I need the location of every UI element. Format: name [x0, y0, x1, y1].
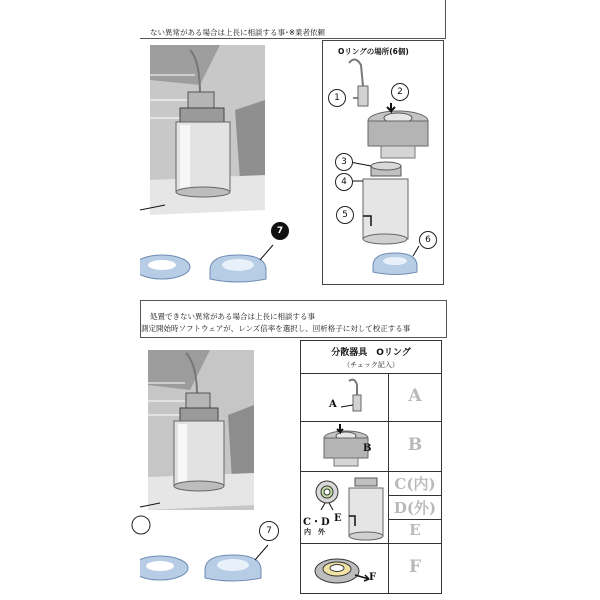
marker-2: 2 [391, 83, 409, 101]
row-f-check-cell[interactable] [389, 543, 441, 593]
table-title: 分散器具 Oリング [331, 348, 411, 358]
marker-3: 3 [335, 153, 353, 171]
marker-1: 1 [328, 89, 346, 107]
row-e-check: E [409, 521, 421, 539]
top-note: ない異常がある場合は上長に相談する事･※業者依頼 [150, 28, 326, 37]
row-d-check: D(外) [393, 499, 437, 517]
bottom-left-rings [140, 540, 275, 590]
bottom-device-photo [140, 345, 260, 525]
row-a-check: A [408, 386, 422, 406]
row-e-label: E [334, 513, 342, 524]
oring-panel [322, 40, 444, 285]
table-header [301, 341, 441, 374]
row-cd-label: C・D [303, 517, 330, 528]
sensor-icon [341, 377, 371, 417]
row-b-check: B [407, 435, 423, 455]
row-b-label: B [363, 443, 372, 454]
marker-6: 6 [419, 231, 437, 249]
marker-7-bottom: 7 [259, 521, 279, 541]
table-row-a [301, 373, 441, 422]
oring-check-table [300, 340, 442, 594]
table-subtitle: （チェック記入） [343, 361, 399, 369]
marker-4: 4 [335, 173, 353, 191]
bottom-note-2: 測定開始時ソフトウェアが、レンズ倍率を選択し、回析格子に対して校正する事 [141, 324, 411, 333]
table-row-f [301, 543, 441, 593]
row-f-check: F [408, 557, 422, 577]
table-row-cde [301, 471, 441, 544]
row-c-check: C(内) [394, 475, 436, 493]
table-row-b [301, 421, 441, 472]
row-f-label: F [369, 572, 377, 583]
bottom-note-1: 処置できない異常がある場合は上長に相談する事 [150, 312, 315, 321]
row-cd-sub-label: 内 外 [304, 528, 325, 536]
bottom-left-marker-circle [130, 514, 152, 536]
row-d-check-cell[interactable] [389, 495, 441, 520]
row-c-check-cell[interactable] [389, 471, 441, 496]
row-a-check-cell[interactable] [389, 373, 441, 421]
oring-panel-title: Oリングの場所(6個) [338, 47, 409, 56]
top-left-rings [140, 235, 285, 290]
row-a-label: A [329, 399, 337, 410]
row-b-check-cell[interactable] [389, 421, 441, 471]
ring-part-illustration [307, 549, 387, 589]
marker-7-top: 7 [271, 222, 289, 240]
marker-5: 5 [336, 206, 354, 224]
row-e-check-cell[interactable] [389, 519, 441, 543]
top-device-photo [140, 40, 270, 225]
